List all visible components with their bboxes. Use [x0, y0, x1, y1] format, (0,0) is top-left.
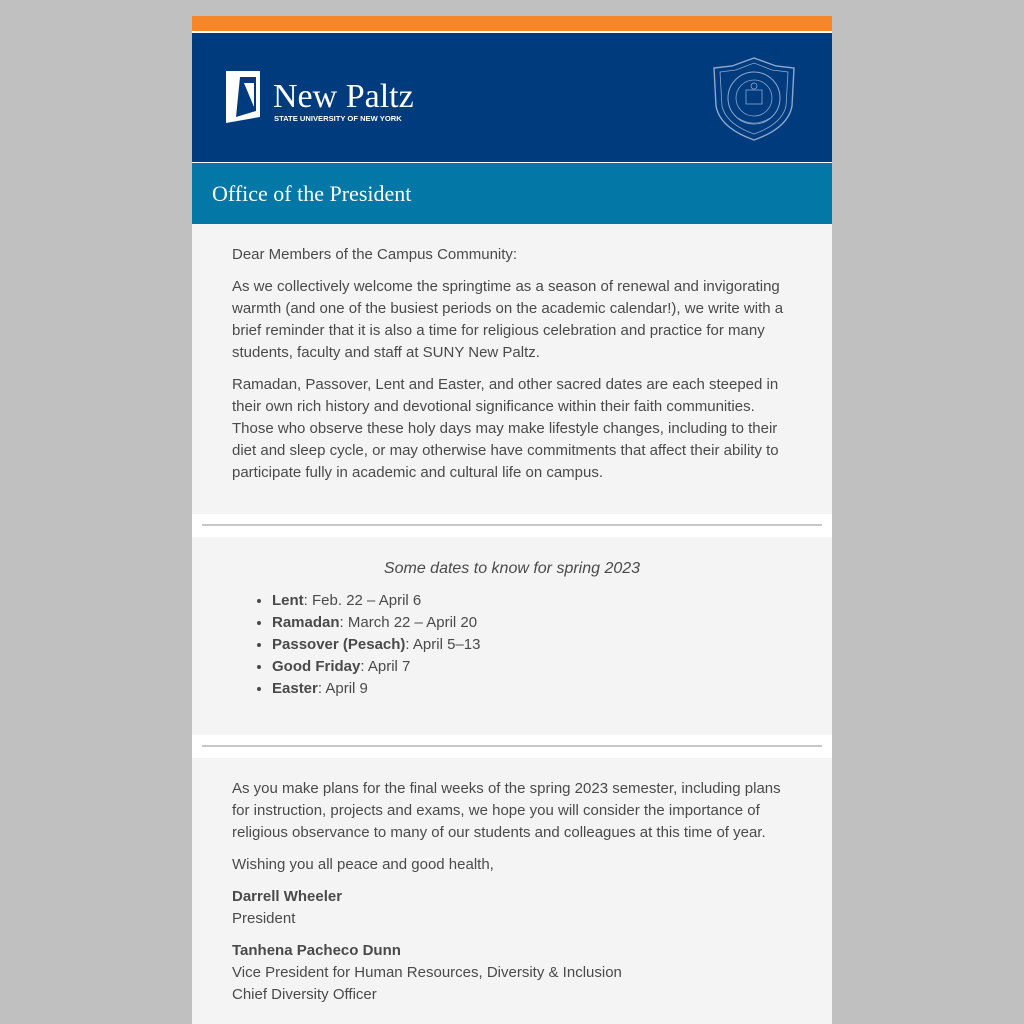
list-item [272, 656, 792, 678]
signatory-name: Darrell Wheeler [232, 888, 343, 905]
list-item [272, 590, 792, 612]
dates-list [232, 590, 792, 700]
date-name: Good Friday [272, 658, 361, 675]
date-range: : April 5–13 [405, 636, 481, 653]
date-name: Easter [272, 680, 318, 697]
signatory-title: Vice President for Human Resources, Diversity & Inclusion [232, 964, 622, 981]
sign-off: Wishing you all peace and good health, [232, 856, 494, 873]
list-item [272, 678, 792, 700]
date-range: : April 7 [360, 658, 411, 675]
date-name: Ramadan [272, 614, 340, 631]
header-banner [192, 33, 832, 163]
dates-title: Some dates to know for spring 2023 [383, 560, 641, 577]
date-range: : Feb. 22 – April 6 [303, 592, 422, 609]
brand-name: New Paltz [273, 78, 414, 115]
signatory-title: President [232, 910, 296, 927]
university-seal [710, 56, 798, 142]
signature-block [232, 886, 792, 930]
greeting: Dear Members of the Campus Community: [232, 246, 518, 263]
signature-block [232, 940, 792, 1006]
date-name: Passover (Pesach) [272, 636, 406, 653]
divider [192, 514, 832, 537]
list-item [272, 612, 792, 634]
divider [192, 735, 832, 758]
date-name: Lent [272, 592, 304, 609]
office-title: Office of the President [192, 163, 832, 224]
intro-paragraph-1: As we collectively welcome the springtime as a season of renewal and invigorating warmth (and one of the busiest periods on the academic calendar!), we write with a brief reminder that it is also a time for religious celebration and practice for many students, faculty and staff at SUNY New Paltz. [232, 278, 784, 361]
brand-tagline: STATE UNIVERSITY OF NEW YORK [274, 114, 402, 123]
closing-section [192, 758, 832, 1006]
signatory-title: Chief Diversity Officer [232, 986, 377, 1003]
closing-paragraph: As you make plans for the final weeks of the spring 2023 semester, including plans for instruction, projects and exams, we hope you will consider the importance of religious observance to many of our students and colleagues at this time of year. [232, 780, 781, 841]
intro-paragraph-2: Ramadan, Passover, Lent and Easter, and other sacred dates are each steeped in their own rich history and devotional significance within their faith communities. Those who observe these holy days may make lifestyle changes, including to their diet and sleep cycle, or may otherwise have commitments that affect their ability to participate fully in academic and cultural life on campus. [232, 376, 779, 481]
intro-section [192, 224, 832, 514]
signatory-name: Tanhena Pacheco Dunn [232, 942, 401, 959]
orange-accent-bar [192, 16, 832, 33]
list-item [272, 634, 792, 656]
date-range: : April 9 [317, 680, 368, 697]
date-range: : March 22 – April 20 [339, 614, 478, 631]
new-paltz-logo[interactable] [226, 71, 426, 127]
email-body [192, 16, 832, 1024]
dates-section [192, 537, 832, 735]
